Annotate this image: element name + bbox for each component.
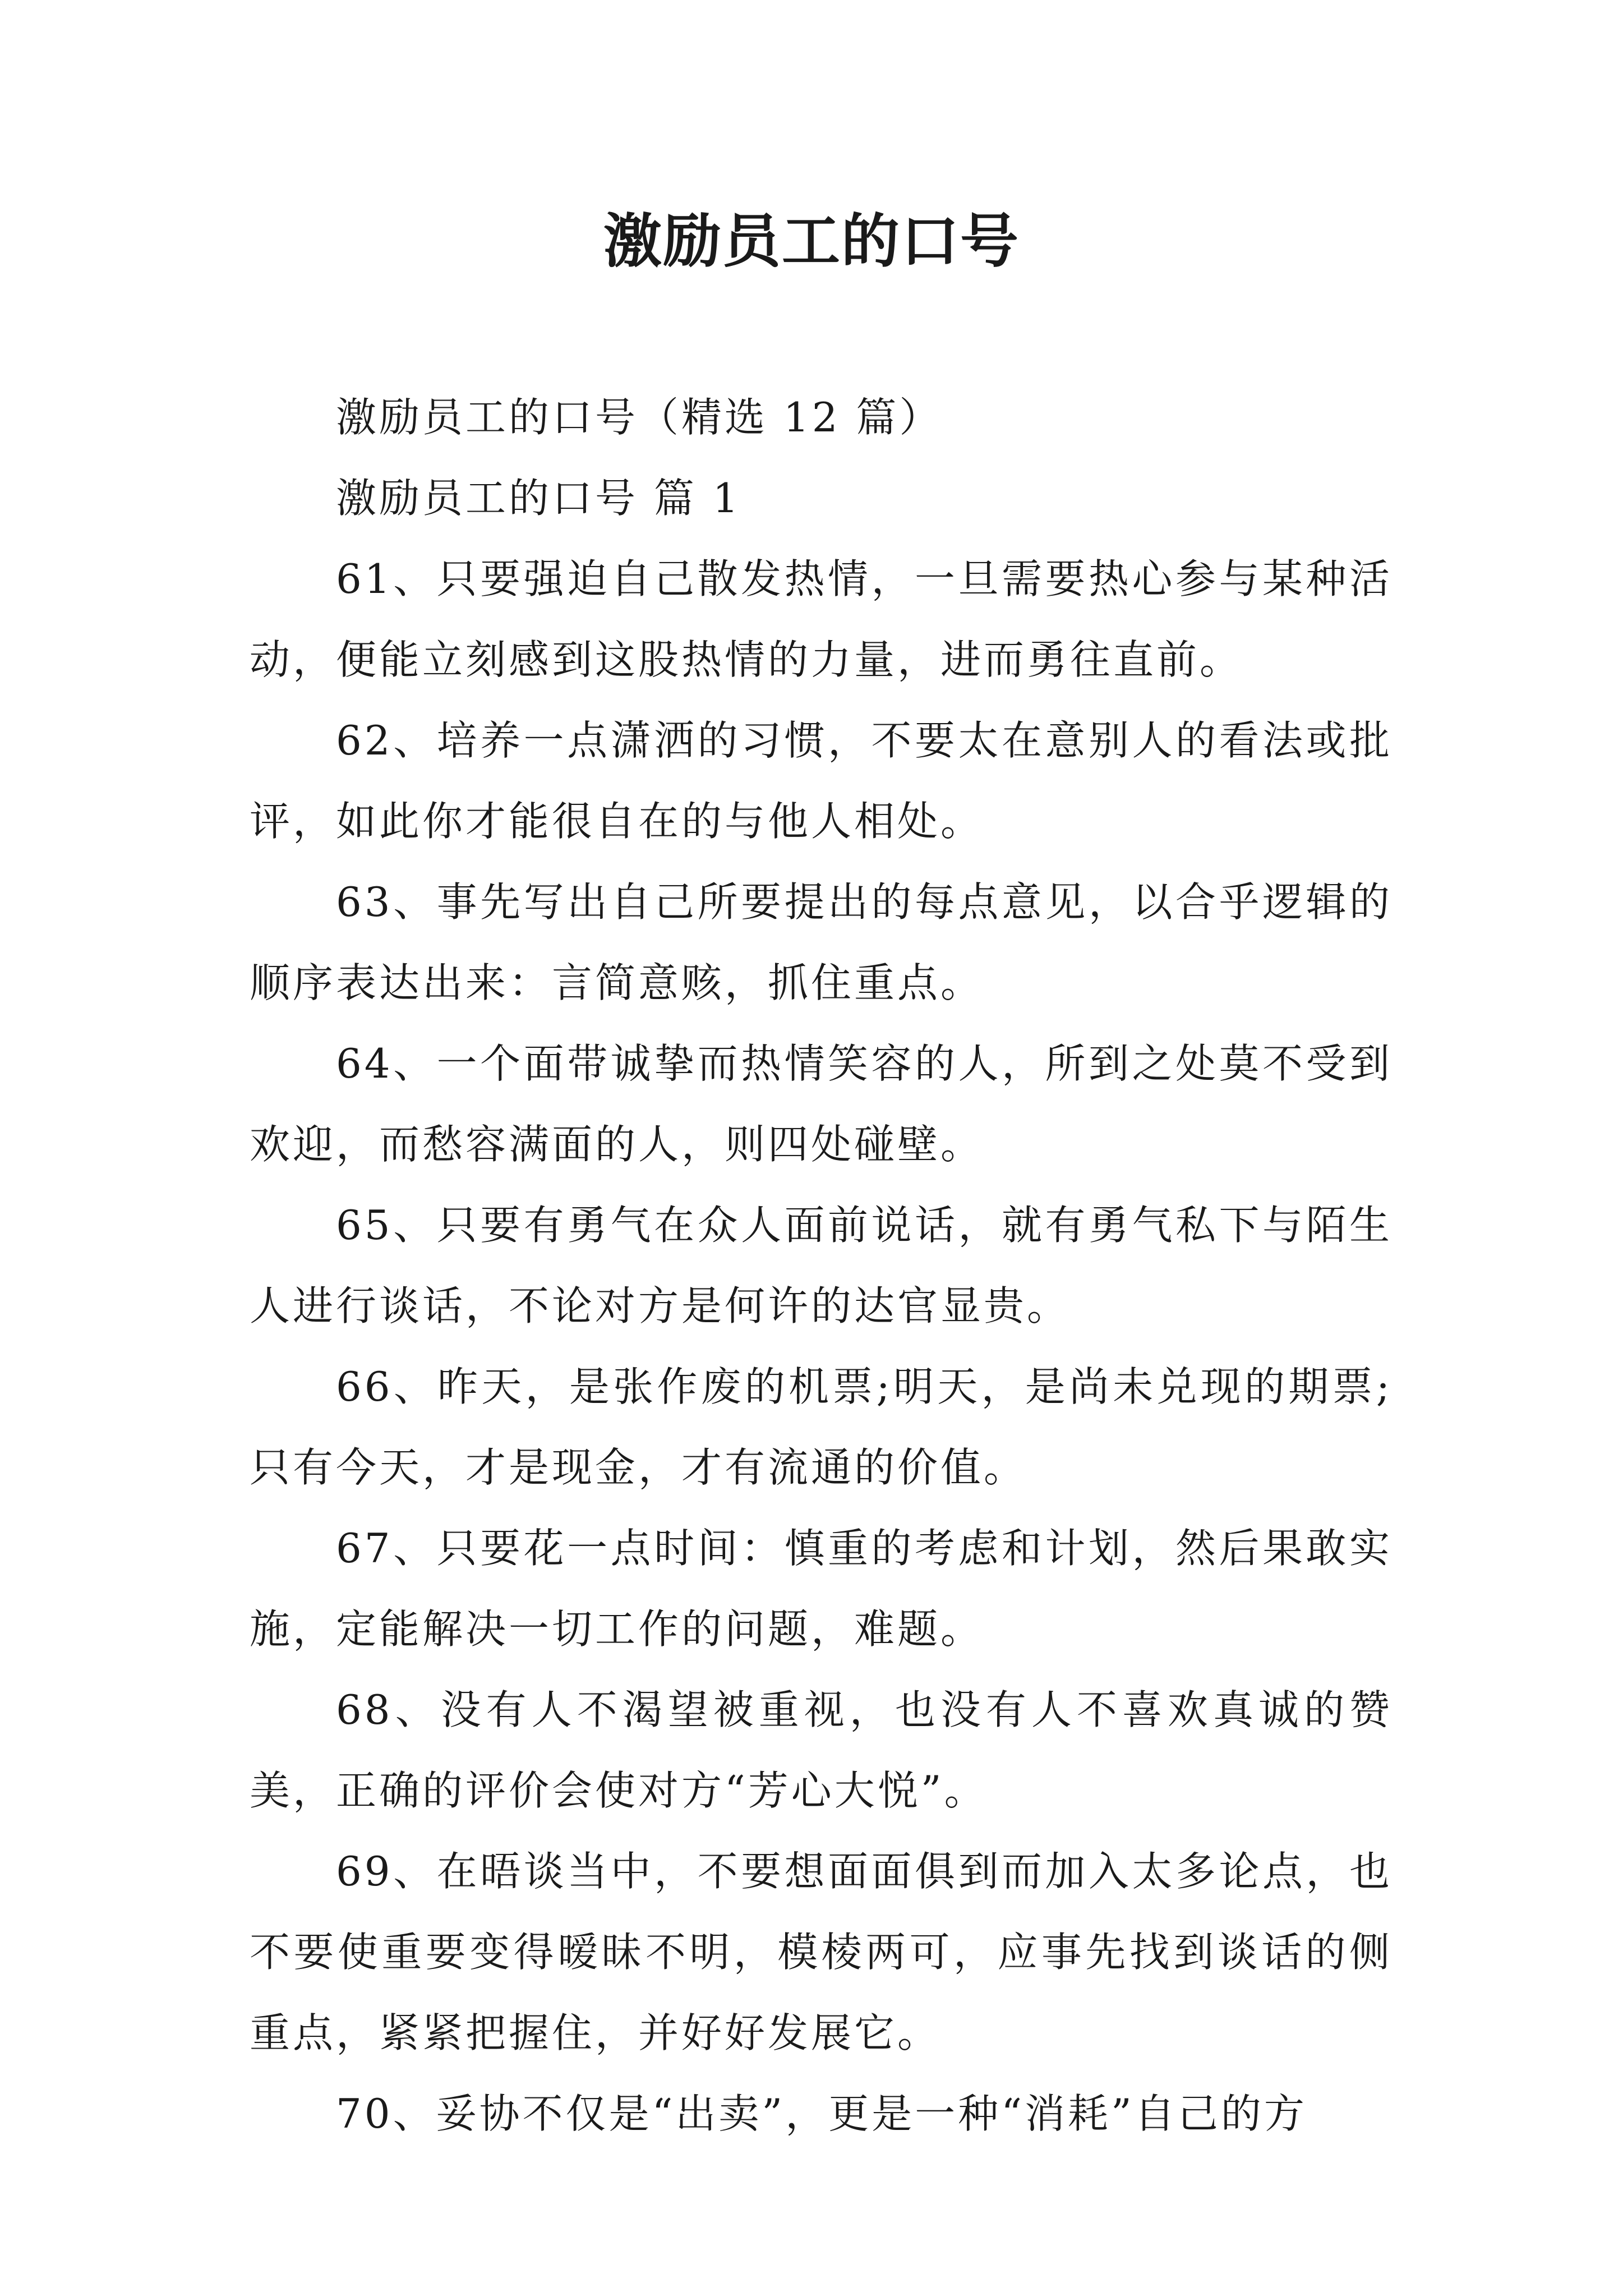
paragraph: 64、一个面带诚挚而热情笑容的人，所到之处莫不受到欢迎，而愁容满面的人，则四处碰壁。 [250,1040,1393,1168]
section-heading: 激励员工的口号 篇 1 [336,475,741,522]
paragraph: 69、在晤谈当中，不要想面面俱到而加入太多论点，也不要使重要变得暧昧不明，模棱两可，应事先找到谈话的侧重点，紧紧把握住，并好好发展它。 [250,1848,1393,2056]
paragraph: 65、只要有勇气在众人面前说话，就有勇气私下与陌生人进行谈话，不论对方是何许的达官显贵。 [250,1202,1393,1329]
paragraph: 62、培养一点潇洒的习惯，不要太在意别人的看法或批评，如此你才能很自在的与他人相处。 [250,717,1393,845]
paragraph: 66、昨天，是张作废的机票;明天，是尚未兑现的期票;只有今天，才是现金，才有流通的价值。 [250,1363,1393,1491]
paragraph: 70、妥协不仅是“出卖”，更是一种“消耗”自己的方 [336,2090,1307,2137]
paragraph: 67、只要花一点时间：慎重的考虑和计划，然后果敢实施，定能解决一切工作的问题，难题。 [250,1525,1393,1653]
subtitle: 激励员工的口号（精选 12 篇） [336,394,943,441]
paragraph: 63、事先写出自己所要提出的每点意见，以合乎逻辑的顺序表达出来：言简意赅，抓住重点。 [250,878,1393,1006]
document-title: 激励员工的口号 [603,206,1020,275]
paragraph: 61、只要强迫自己散发热情，一旦需要热心参与某种活动，便能立刻感到这股热情的力量，进而勇往直前。 [250,555,1393,683]
document-body [250,377,1393,2154]
paragraph: 68、没有人不渴望被重视，也没有人不喜欢真诚的赞美，正确的评价会使对方“芳心大悦”。 [250,1686,1393,1814]
